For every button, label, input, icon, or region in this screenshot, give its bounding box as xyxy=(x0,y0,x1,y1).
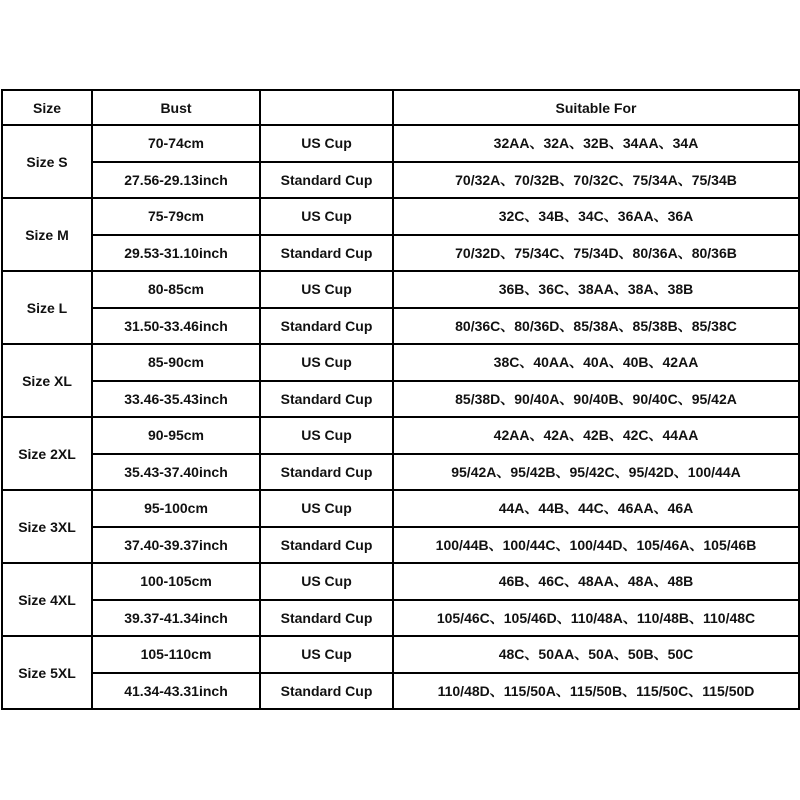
bust-inch: 27.56-29.13inch xyxy=(92,162,260,199)
size-chart-body xyxy=(2,90,799,709)
suitable-standard-cups: 105/46C、105/46D、110/48A、110/48B、110/48C xyxy=(393,600,799,637)
table-row xyxy=(2,490,799,527)
size-label: Size 2XL xyxy=(2,417,92,490)
suitable-standard-cups: 85/38D、90/40A、90/40B、90/40C、95/42A xyxy=(393,381,799,418)
cup-type-standard: Standard Cup xyxy=(260,308,393,345)
bust-cm: 80-85cm xyxy=(92,271,260,308)
cup-type-us: US Cup xyxy=(260,271,393,308)
bust-inch: 41.34-43.31inch xyxy=(92,673,260,710)
header-bust: Bust xyxy=(92,90,260,125)
table-row xyxy=(2,344,799,381)
size-chart-table xyxy=(1,89,800,710)
suitable-us-cups: 36B、36C、38AA、38A、38B xyxy=(393,271,799,308)
bust-cm: 95-100cm xyxy=(92,490,260,527)
cup-type-us: US Cup xyxy=(260,344,393,381)
bust-cm: 75-79cm xyxy=(92,198,260,235)
bust-cm: 70-74cm xyxy=(92,125,260,162)
table-row xyxy=(2,454,799,491)
table-row xyxy=(2,417,799,454)
size-label: Size 5XL xyxy=(2,636,92,709)
suitable-us-cups: 38C、40AA、40A、40B、42AA xyxy=(393,344,799,381)
suitable-us-cups: 44A、44B、44C、46AA、46A xyxy=(393,490,799,527)
cup-type-standard: Standard Cup xyxy=(260,235,393,272)
suitable-standard-cups: 100/44B、100/44C、100/44D、105/46A、105/46B xyxy=(393,527,799,564)
cup-type-us: US Cup xyxy=(260,490,393,527)
table-row xyxy=(2,600,799,637)
table-row xyxy=(2,527,799,564)
header-cup-type xyxy=(260,90,393,125)
suitable-standard-cups: 80/36C、80/36D、85/38A、85/38B、85/38C xyxy=(393,308,799,345)
cup-type-standard: Standard Cup xyxy=(260,381,393,418)
cup-type-standard: Standard Cup xyxy=(260,600,393,637)
bust-cm: 100-105cm xyxy=(92,563,260,600)
suitable-us-cups: 46B、46C、48AA、48A、48B xyxy=(393,563,799,600)
header-suitable-for: Suitable For xyxy=(393,90,799,125)
suitable-standard-cups: 95/42A、95/42B、95/42C、95/42D、100/44A xyxy=(393,454,799,491)
cup-type-us: US Cup xyxy=(260,198,393,235)
cup-type-standard: Standard Cup xyxy=(260,454,393,491)
suitable-us-cups: 32C、34B、34C、36AA、36A xyxy=(393,198,799,235)
suitable-standard-cups: 70/32A、70/32B、70/32C、75/34A、75/34B xyxy=(393,162,799,199)
cup-type-standard: Standard Cup xyxy=(260,162,393,199)
header-row xyxy=(2,90,799,125)
size-label: Size 4XL xyxy=(2,563,92,636)
table-row xyxy=(2,381,799,418)
cup-type-us: US Cup xyxy=(260,636,393,673)
table-row xyxy=(2,198,799,235)
bust-cm: 105-110cm xyxy=(92,636,260,673)
cup-type-standard: Standard Cup xyxy=(260,673,393,710)
suitable-us-cups: 48C、50AA、50A、50B、50C xyxy=(393,636,799,673)
bust-cm: 90-95cm xyxy=(92,417,260,454)
table-row xyxy=(2,563,799,600)
table-row xyxy=(2,235,799,272)
cup-type-us: US Cup xyxy=(260,417,393,454)
suitable-us-cups: 42AA、42A、42B、42C、44AA xyxy=(393,417,799,454)
size-label: Size 3XL xyxy=(2,490,92,563)
bust-inch: 37.40-39.37inch xyxy=(92,527,260,564)
bust-inch: 31.50-33.46inch xyxy=(92,308,260,345)
cup-type-us: US Cup xyxy=(260,563,393,600)
suitable-standard-cups: 110/48D、115/50A、115/50B、115/50C、115/50D xyxy=(393,673,799,710)
cup-type-standard: Standard Cup xyxy=(260,527,393,564)
bust-inch: 39.37-41.34inch xyxy=(92,600,260,637)
cup-type-us: US Cup xyxy=(260,125,393,162)
bust-inch: 29.53-31.10inch xyxy=(92,235,260,272)
table-row xyxy=(2,271,799,308)
bust-inch: 35.43-37.40inch xyxy=(92,454,260,491)
table-row xyxy=(2,308,799,345)
table-row xyxy=(2,162,799,199)
header-size: Size xyxy=(2,90,92,125)
table-row xyxy=(2,673,799,710)
bust-inch: 33.46-35.43inch xyxy=(92,381,260,418)
table-row xyxy=(2,125,799,162)
size-label: Size L xyxy=(2,271,92,344)
table-row xyxy=(2,636,799,673)
size-label: Size XL xyxy=(2,344,92,417)
bust-cm: 85-90cm xyxy=(92,344,260,381)
suitable-us-cups: 32AA、32A、32B、34AA、34A xyxy=(393,125,799,162)
suitable-standard-cups: 70/32D、75/34C、75/34D、80/36A、80/36B xyxy=(393,235,799,272)
size-label: Size S xyxy=(2,125,92,198)
size-label: Size M xyxy=(2,198,92,271)
